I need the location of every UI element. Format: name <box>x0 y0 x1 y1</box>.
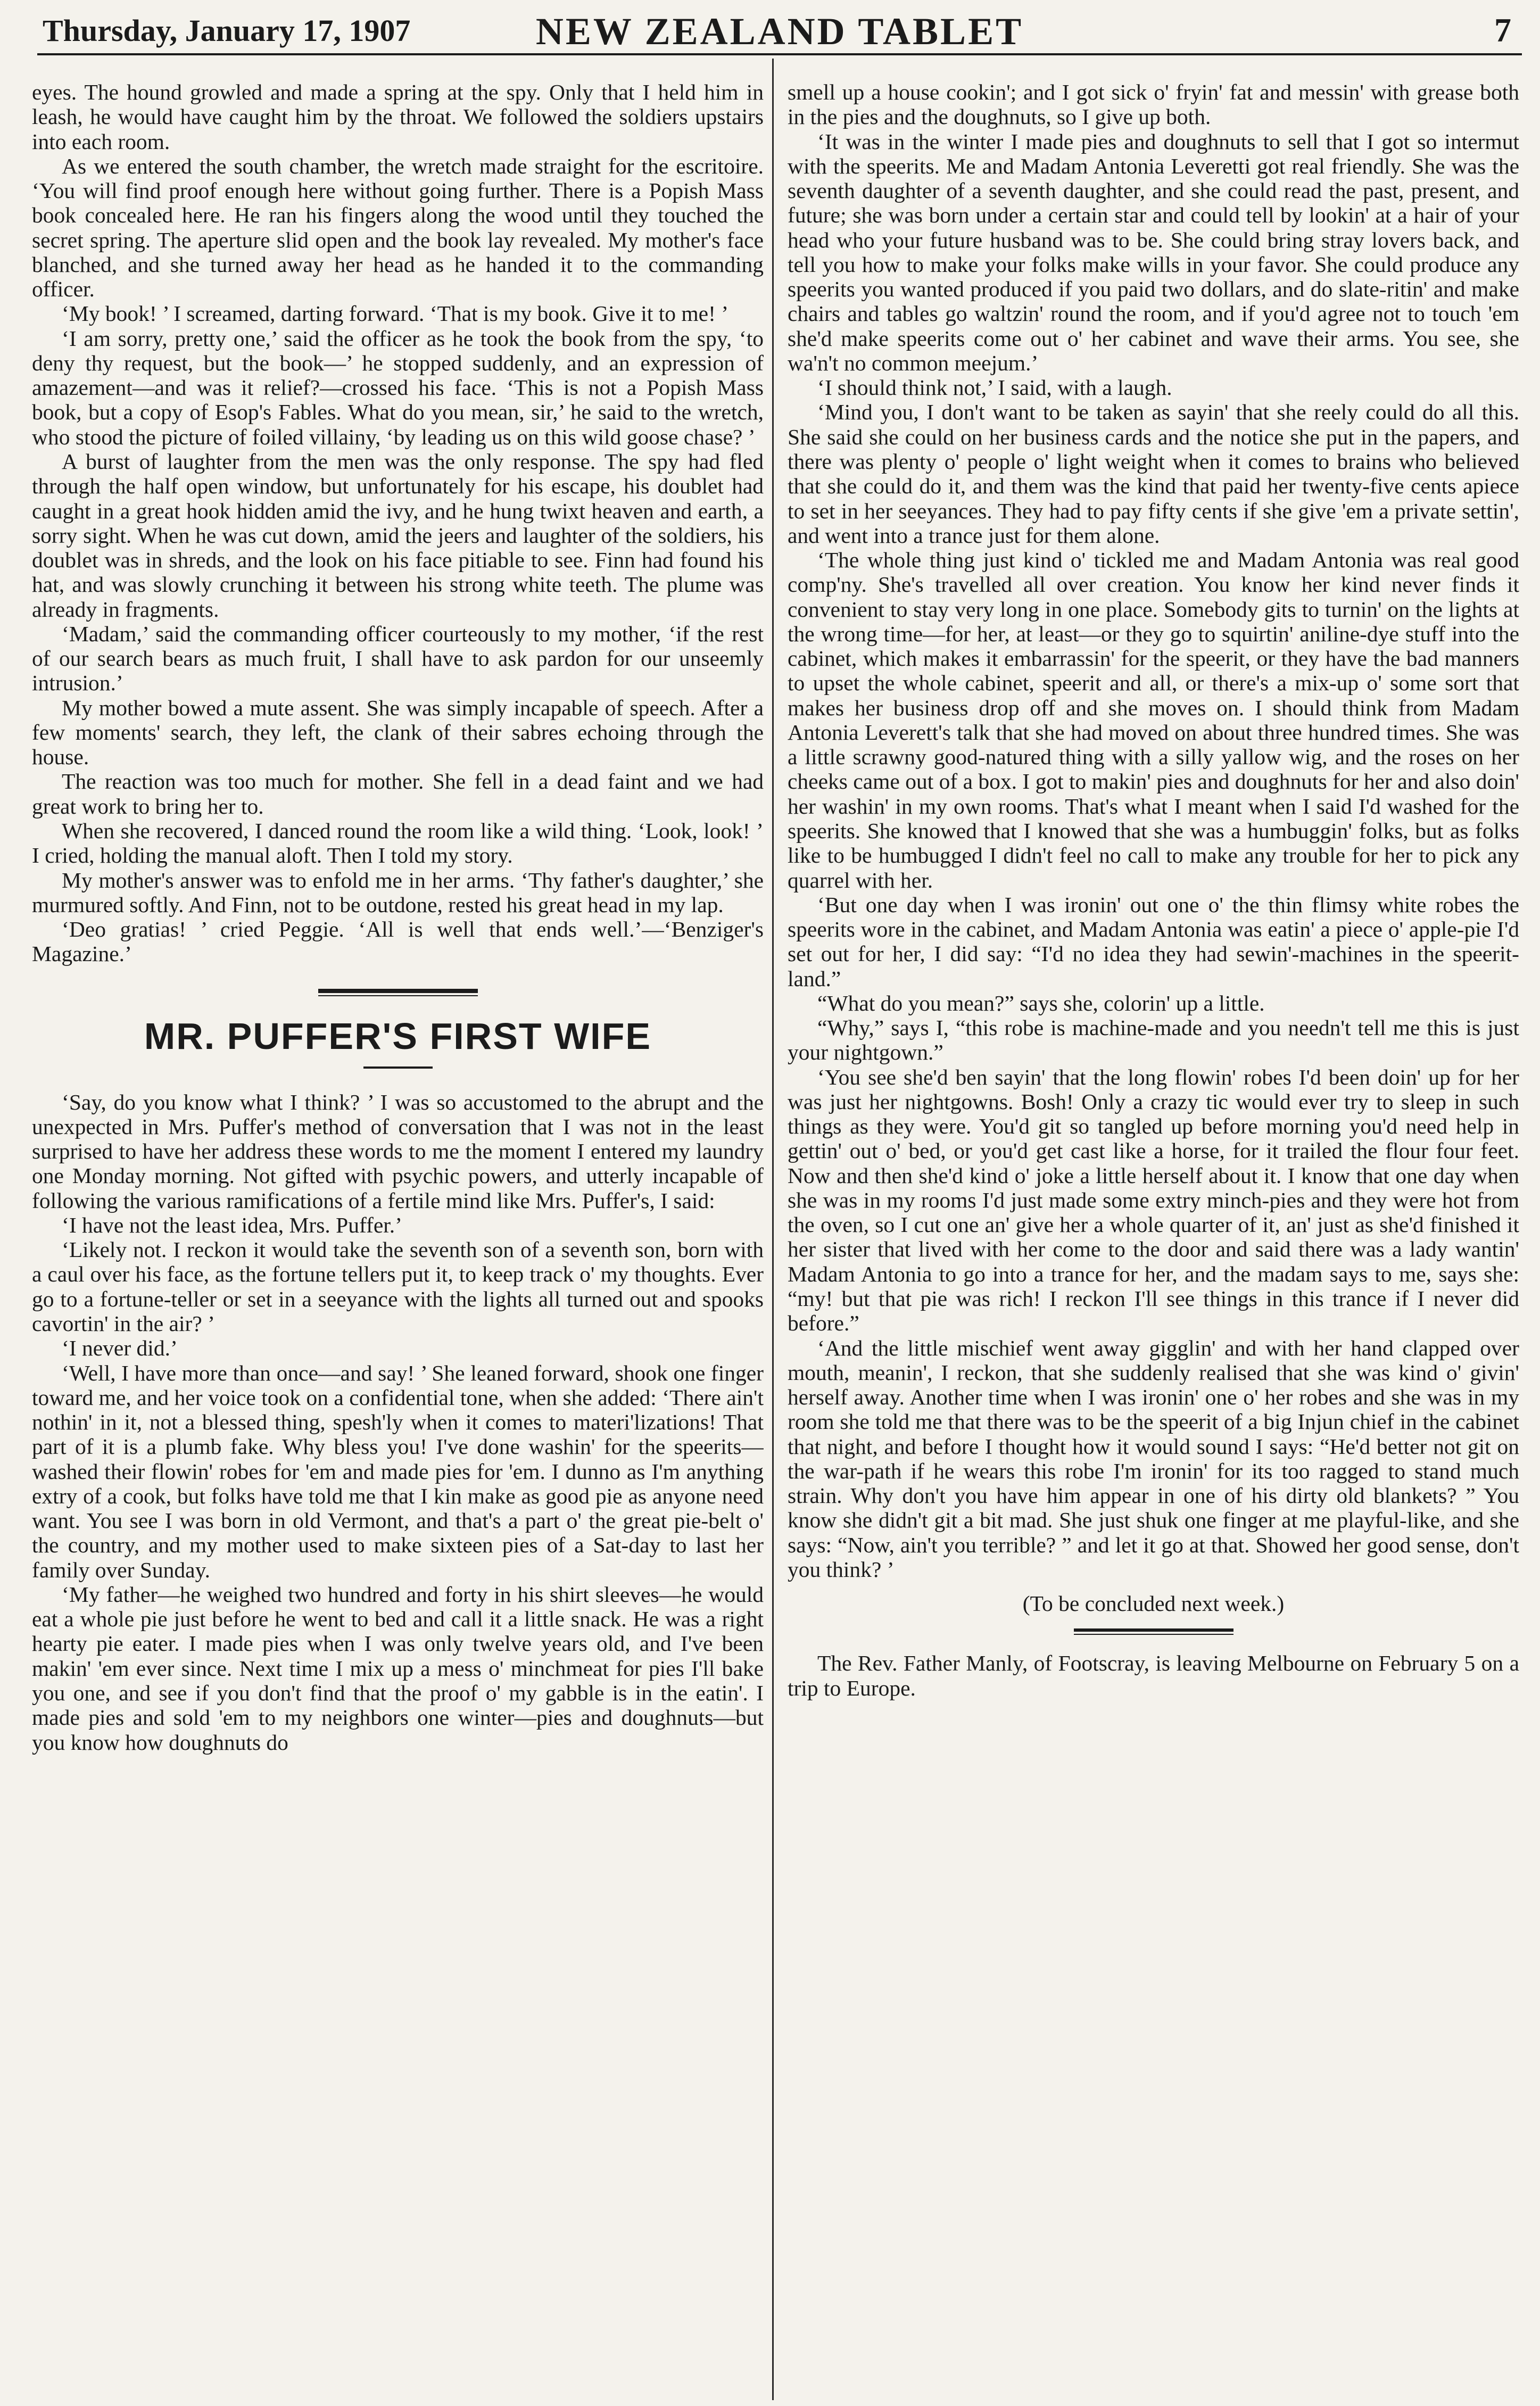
paragraph: ‘My father—he weighed two hundred and forty in his shirt sleeves—he would eat a whole pie just before he went to bed and call it a little snack. He was a right hearty pie eater. I made pies when I was only twelve years old, and I've been makin' 'em ever since. Next time I mix up a mess o' minchmeat for pies I'll bake you one, and see if you don't find that the proof o' my gabble is in the eatin'. I made pies and sold 'em to my neighbors one winter—pies and doughnuts—but you know how doughnuts do <box>32 1582 764 1755</box>
paragraph: The reaction was too much for mother. She fell in a dead faint and we had great work to bring her to. <box>32 769 764 818</box>
masthead <box>37 7 1522 55</box>
paragraph: ‘Say, do you know what I think? ’ I was so accustomed to the abrupt and the unexpected in Mrs. Puffer's method of conversation that I was not in the least surprised to have her address these words to me the moment I entered my laundry one Monday morning. Not gifted with psychic powers, and utterly incapable of following the various ramifications of a fertile mind like Mrs. Puffer's, I said: <box>32 1089 764 1213</box>
page-number: 7 <box>1494 11 1511 49</box>
paragraph: ‘It was in the winter I made pies and doughnuts to sell that I got so intermut with the speerits. Me and Madam Antonia Leveretti got real friendly. She was the seventh daughter of a seventh daughter, and she could read the past, present, and future; she was born under a certain star and could tell by lookin' at a hair of your head who your future husband was to be. She could bring stray lovers back, and tell you how to make your folks make wills in your favor. She could produce any speerits you wanted produced if you paid two dollars, and do slate-ritin' and make chairs and tables go waltzin' round the room, and if you'd agree not to touch 'em she'd make speerits come out o' her cabinet and wave their arms. You see, she wa'n't no common meejum.’ <box>788 129 1519 375</box>
paragraph: ‘Mind you, I don't want to be taken as sayin' that she reely could do all this. She said she could on her business cards and the notice she put in the papers, and there was plenty o' people o' light weight when it comes to brains who believed that she could do it, and them was the kind that paid her twenty-five cents apiece to set in her seeyances. They had to pay fifty cents if she give 'em a private settin', and went into a trance just for them alone. <box>788 400 1519 548</box>
paragraph: ‘Deo gratias! ’ cried Peggie. ‘All is well that ends well.’—‘Benziger's Magazine.’ <box>32 917 764 966</box>
paragraph: “What do you mean?” says she, colorin' up a little. <box>817 990 1265 1015</box>
paragraph: ‘Madam,’ said the commanding officer courteously to my mother, ‘if the rest of our search bears as much fruit, I shall have to ask pardon for our unseemly intrusion.’ <box>32 621 764 696</box>
section-separator <box>318 989 478 996</box>
story-title: MR. PUFFER'S FIRST WIFE <box>144 1015 652 1057</box>
paragraph: My mother's answer was to enfold me in her arms. ‘Thy father's daughter,’ she murmured softly. And Finn, not to be outdone, rested his great head in my lap. <box>32 867 764 917</box>
paragraph: A burst of laughter from the men was the only response. The spy had fled through the half open window, but unfortunately for his escape, his doublet had caught in a great hook hidden amid the ivy, and he hung twixt heaven and earth, a sorry sight. When he was cut down, amid the jeers and laughter of the soldiers, his doublet was in shreds, and the look on his face pitiable to see. Finn had found his hat, and was slowly crunching it between his strong white teeth. The plume was already in fragments. <box>32 449 764 622</box>
paragraph: ‘I never did.’ <box>62 1336 178 1361</box>
to-be-continued: (To be concluded next week.) <box>1022 1591 1285 1616</box>
paragraph: eyes. The hound growled and made a spring at the spy. Only that I held him in leash, he would have caught him by the throat. We followed the soldiers upstairs into each room. <box>32 80 764 154</box>
paragraph: smell up a house cookin'; and I got sick o' fryin' fat and messin' with grease both in the pies and the doughnuts, so I give up both. <box>788 80 1519 129</box>
paragraph: ‘I should think not,’ I said, with a laugh. <box>817 375 1172 400</box>
news-note: The Rev. Father Manly, of Footscray, is leaving Melbourne on February 5 on a trip to Europe. <box>788 1651 1519 1700</box>
paragraph: ‘My book! ’ I screamed, darting forward. ‘That is my book. Give it to me! ’ <box>62 301 729 326</box>
paragraph: As we entered the south chamber, the wretch made straight for the escritoire. ‘You will find proof enough here without going further. There is a Popish Mass book concealed here. He ran his fingers along the wood until they touched the secret spring. The aperture slid open and the book lay revealed. My mother's face blanched, and she turned away her head as he handed it to the commanding officer. <box>32 153 764 302</box>
paragraph: ‘And the little mischief went away gigglin' and with her hand clapped over mouth, meanin', I reckon, that she suddenly realised that she was kind o' givin' herself away. Another time when I was ironin' one o' her robes and she was in my room she told me that there was to be the speerit of a big Injun chief in the cabinet that night, and before I thought how it would sound I says: “He'd better not git on the war-path if he wears this robe I'm ironin' for its too ragged to stand much strain. Why don't you have him appear in one of his dirty old blankets? ” You know she didn't git a bit mad. She just shuk one finger at me playful-like, and she says: “Now, ain't you terrible? ” and let it go at that. Showed her good sense, don't you think? ’ <box>788 1335 1519 1582</box>
title-underline <box>363 1066 433 1069</box>
paragraph: ‘Likely not. I reckon it would take the seventh son of a seventh son, born with a caul over his face, as the fortune tellers put it, to keep track o' my thoughts. Ever go to a fortune-teller or set in a seeyance with the lights all turned out and spooks cavortin' in the air? ’ <box>32 1237 764 1336</box>
newspaper-title: NEW ZEALAND TABLET <box>535 10 1024 53</box>
right-column <box>788 80 1519 2400</box>
paragraph: ‘I am sorry, pretty one,’ said the officer as he took the book from the spy, ‘to deny thy request, but the book—’ he stopped suddenly, and an expression of amazement—and was it relief?—crossed his face. ‘This is not a Popish Mass book, but a copy of Esop's Fables. What do you mean, sir,’ he said to the wretch, who stood the picture of foiled villainy, ‘by leading us on this wild goose chase? ’ <box>32 326 764 449</box>
paragraph: ‘The whole thing just kind o' tickled me and Madam Antonia was real good comp'ny. She's travelled all over creation. You know her kind never finds it convenient to stay very long in one place. Somebody gits to turnin' on the lights at the wrong time—for her, at least—or they go to squirtin' aniline-dye stuff into the cabinet, which makes it embarrassin' for the speerit, or they have the bad manners to upset the whole cabinet, speerit and all, or there's a mix-up o' some sort that makes her business drop off and she moves on. I should think from Madam Antonia Leverett's talk that she had moved on about three hundred times. She was a little scrawny good-natured thing with a silly yallow wig, and the roses on her cheeks came out of a box. I got to makin' pies and doughnuts for her and also doin' her washin' in my own rooms. That's what I meant when I said I'd washed for the speerits. She knowed that I knowed that she was a humbuggin' folks, but as folks like to be humbugged I didn't feel no call to make any trouble for her to pick any quarrel with her. <box>788 548 1519 892</box>
left-column <box>32 80 764 2400</box>
section-separator <box>1074 1628 1233 1635</box>
paragraph: ‘I have not the least idea, Mrs. Puffer.’ <box>62 1212 402 1237</box>
paragraph: ‘You see she'd ben sayin' that the long flowin' robes I'd been doin' up for her was just her nightgowns. Bosh! Only a crazy tic would ever try to sleep in such things as they were. You'd git so tangled up before morning you'd need help in gettin' out o' bed, or you'd get cast like a horse, for it trailed the flour four feet. Now and then she'd kind o' joke a little herself about it. I know that one day when she was in my rooms I'd just made some extry minch-pies and they were hot from the oven, so I cut one an' give her a whole quarter of it, an' just as she'd finished it her sister that lived with her come to the door and said there was a lady wantin' Madam Antonia to go into a trance for her, and the madam says to me, says she: “my! but that pie was rich! I reckon I'll see things in this trance if I never did before.” <box>788 1064 1519 1336</box>
paragraph: “Why,” says I, “this robe is machine-made and you needn't tell me this is just your nightgown.” <box>788 1015 1519 1065</box>
paragraph: ‘But one day when I was ironin' out one o' the thin flimsy white robes the speerits wore in the cabinet, and Madam Antonia was eatin' a piece o' apple-pie I'd set out for her, I did say: “I'd no idea they had sewin'-machines in the speerit-land.” <box>788 892 1519 991</box>
paragraph: ‘Well, I have more than once—and say! ’ She leaned forward, shook one finger toward me, and her voice took on a confidential tone, when she added: ‘There ain't nothin' in it, not a blessed thing, spesh'ly when it comes to materi'lizations! That part of it is a plumb fake. Why bless you! I've done washin' for the speerits—washed their flowin' robes for 'em and made pies for 'em. I dunno as I'm anything extry of a cook, but folks have told me that I kin make as good pie as anyone need want. You see I was born in old Vermont, and that's a part o' the great pie-belt o' the country, and my mother used to make sixteen pies of a Sat-day to last her family over Sunday. <box>32 1360 764 1582</box>
column-divider <box>772 59 774 2400</box>
issue-date: Thursday, January 17, 1907 <box>43 13 411 48</box>
paragraph: When she recovered, I danced round the room like a wild thing. ‘Look, look! ’ I cried, holding the manual aloft. Then I told my story. <box>32 818 764 868</box>
paragraph: My mother bowed a mute assent. She was simply incapable of speech. After a few moments' search, they left, the clank of their sabres echoing through the house. <box>32 695 764 770</box>
